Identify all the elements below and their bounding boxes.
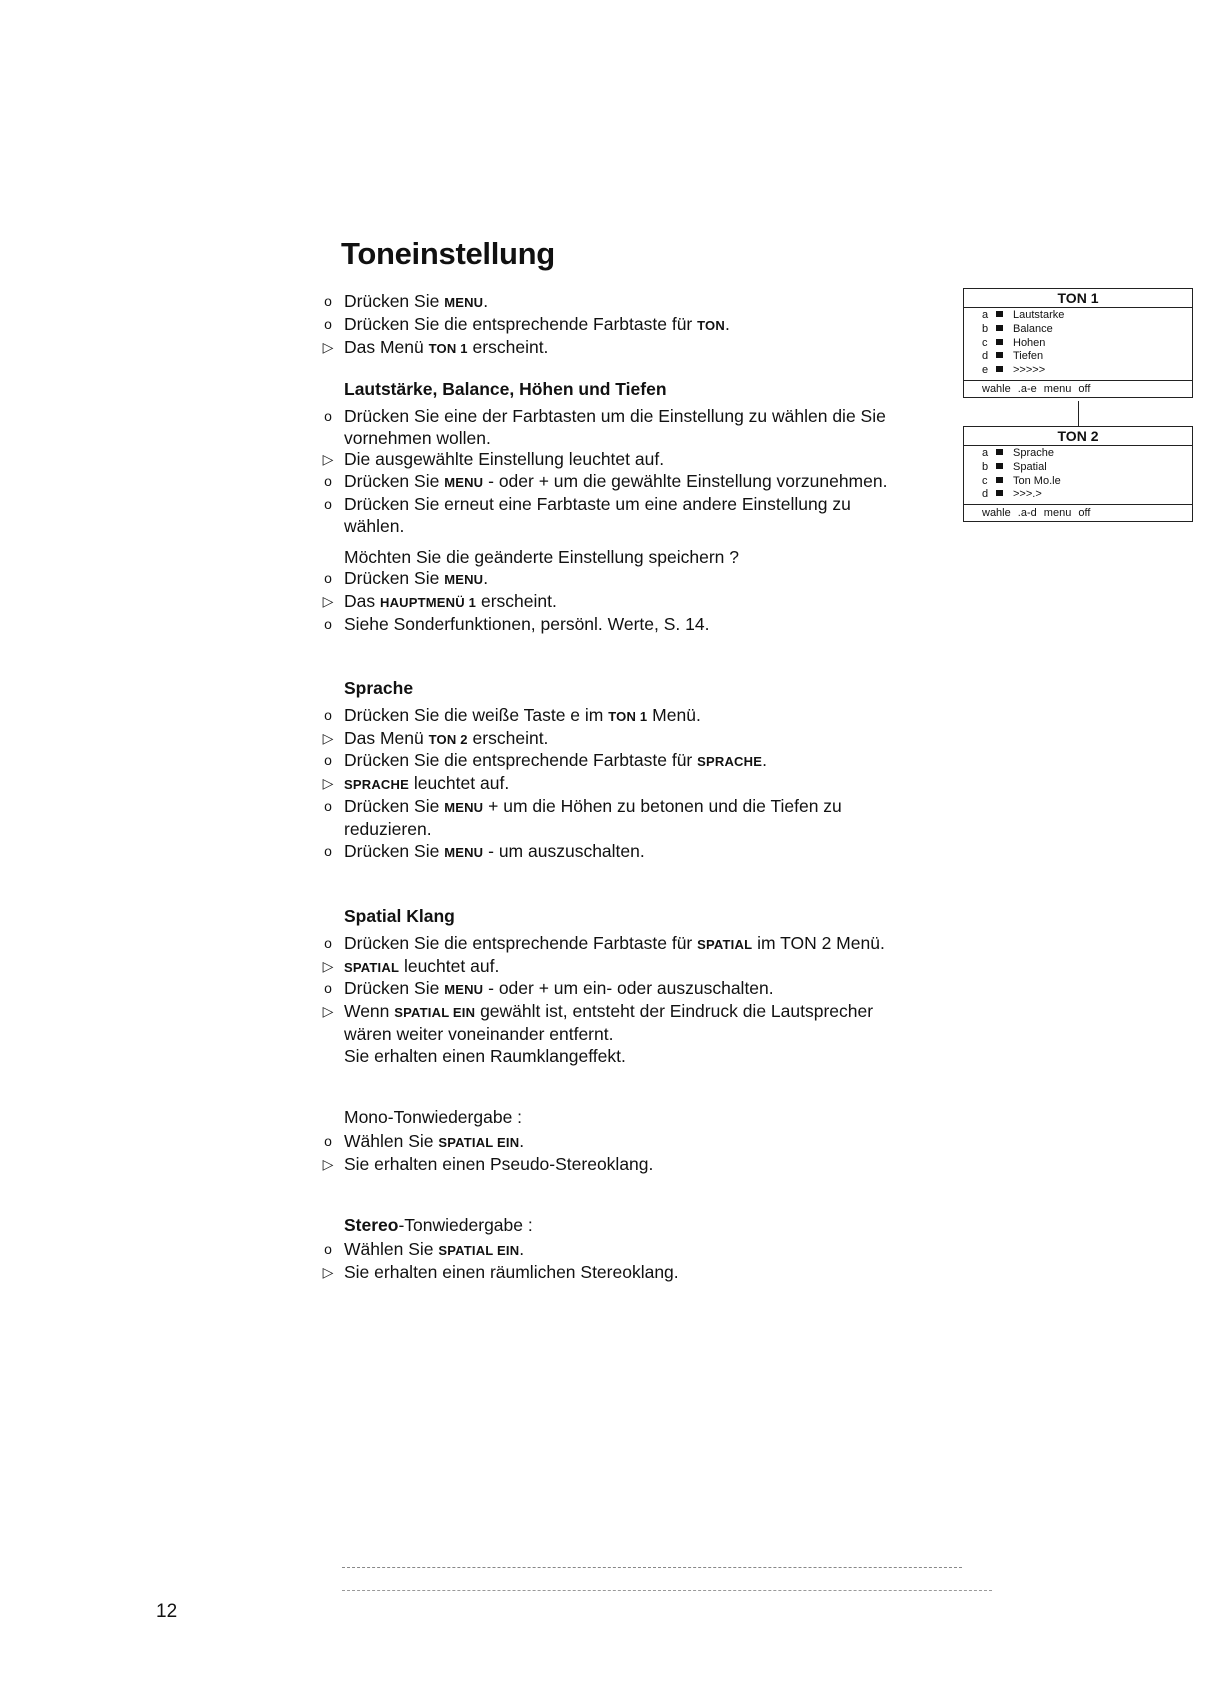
step-bullet-icon: o (324, 1132, 332, 1149)
menu-item-key: c (982, 474, 988, 487)
menu-item-label: Hohen (1013, 336, 1046, 349)
section-heading-volume: Lautstärke, Balance, Höhen und Tiefen (344, 379, 667, 399)
menu-item-key: d (982, 350, 989, 363)
line-text: leuchtet auf. (408, 773, 510, 794)
line-text: erscheint. (476, 591, 557, 612)
line-text: Drücken Sie die entsprechende Farbtaste für (344, 750, 698, 771)
result-line (318, 728, 958, 751)
line-text: Drücken Sie die entsprechende Farbtaste für (344, 313, 698, 334)
step-bullet-icon: o (324, 752, 332, 769)
line-text: Sie erhalten einen Pseudo-Stereoklang. (344, 1153, 654, 1174)
step-line (318, 471, 958, 494)
step-bullet-icon: o (324, 1240, 332, 1257)
color-square-icon (996, 325, 1003, 331)
menu-item-label: Balance (1013, 322, 1053, 335)
continuation-line (318, 1024, 958, 1046)
menu-ton1 (963, 288, 1193, 398)
menu-item-label: >>>>> (1013, 364, 1046, 377)
step-line (318, 614, 958, 636)
color-square-icon (996, 339, 1003, 345)
result-line (318, 1154, 958, 1176)
menu-item-key: b (982, 460, 989, 473)
menu-item (982, 350, 1192, 364)
result-arrow-icon: ▷ (322, 451, 334, 468)
menu-ton1-title: TON 1 (964, 289, 1192, 308)
continuation-line (318, 516, 958, 538)
color-square-icon (996, 352, 1003, 358)
color-square-icon (996, 449, 1003, 455)
step-line (318, 314, 958, 337)
menu-item (982, 309, 1192, 323)
result-arrow-icon: ▷ (322, 957, 334, 974)
color-square-icon (996, 477, 1003, 483)
menu-item (982, 323, 1192, 337)
line-text: Siehe Sonderfunktionen, persönl. Werte, S. 14. (344, 613, 710, 634)
step-line (318, 568, 958, 591)
line-text: . (519, 1130, 525, 1151)
line-text: reduzieren. (344, 818, 432, 839)
section-mono (318, 1107, 958, 1175)
line-text: Sie erhalten einen Raumklangeffekt. (344, 1045, 626, 1066)
line-text: Sie erhalten einen räumlichen Stereoklang. (344, 1261, 679, 1282)
line-text: Das Menü (344, 336, 429, 357)
menu-item (982, 364, 1192, 378)
menu-item (982, 447, 1192, 461)
step-line (318, 841, 958, 864)
line-text: Drücken Sie die entsprechende Farbtaste für (344, 932, 698, 953)
result-line (318, 956, 958, 979)
step-line (318, 1131, 958, 1154)
step-line (318, 933, 958, 956)
line-text: Drücken Sie (344, 471, 445, 492)
key-label: TON 1 (608, 708, 648, 724)
continuation-line (318, 428, 958, 450)
step-bullet-icon: o (324, 407, 332, 424)
continuation-line (318, 819, 958, 841)
step-bullet-icon: o (324, 934, 332, 951)
key-label: MENU (444, 799, 484, 815)
page-number: 12 (156, 1601, 178, 1622)
line-text: Wählen Sie (344, 1238, 439, 1259)
menu-item-key: a (982, 447, 989, 459)
line-text: Die ausgewählte Einstellung leuchtet auf. (344, 449, 665, 470)
menu-ton2-footer: wahle .a-d menu off (982, 507, 1091, 520)
step-bullet-icon: o (324, 495, 332, 512)
line-text: Das (344, 591, 380, 612)
step-bullet-icon: o (324, 706, 332, 723)
result-line (318, 337, 958, 360)
step-bullet-icon: o (324, 980, 332, 997)
key-label: MENU (444, 982, 484, 998)
line-text: erscheint. (467, 727, 549, 748)
line-text: - oder + um ein- oder auszuschalten. (483, 978, 774, 999)
section-heading-stereo: Stereo-Tonwiedergabe : (344, 1215, 533, 1235)
step-bullet-icon: o (324, 315, 332, 332)
menu-ton2-items (964, 446, 1192, 505)
section-heading-spatial: Spatial Klang (344, 906, 455, 926)
section-volume (318, 379, 958, 636)
key-label: HAUPTMENÜ 1 (379, 595, 477, 611)
line-text: Menü. (647, 704, 701, 725)
result-line (318, 449, 958, 471)
line-text: . (724, 313, 730, 334)
result-arrow-icon: ▷ (322, 593, 334, 610)
menu-connector (1078, 401, 1079, 426)
color-square-icon (996, 311, 1003, 317)
menu-item-key: e (982, 364, 989, 377)
line-text: wären weiter voneinander entfernt. (344, 1023, 614, 1044)
result-arrow-icon: ▷ (322, 1003, 334, 1020)
step-line (318, 494, 958, 516)
menu-item-key: c (982, 336, 988, 349)
line-text: Drücken Sie (344, 568, 445, 589)
menu-ton2-title: TON 2 (964, 427, 1192, 446)
line-text: erscheint. (467, 336, 549, 357)
key-label: TON 2 (428, 731, 468, 747)
step-bullet-icon: o (324, 615, 332, 632)
step-line (318, 750, 958, 773)
line-text: gewählt ist, entsteht der Eindruck die Lautsprecher (475, 1001, 874, 1022)
line-text: wählen. (344, 515, 405, 536)
spatial-steps (318, 933, 958, 1068)
line-text: Drücken Sie eine der Farbtasten um die Einstellung zu wählen die Sie (344, 405, 886, 426)
result-line (318, 1001, 958, 1024)
save-steps (318, 568, 958, 635)
step-bullet-icon: o (324, 473, 332, 490)
menu-ton1-footer: wahle .a-e menu off (982, 382, 1091, 395)
menu-item-label: Spatial (1013, 460, 1047, 473)
section-stereo (318, 1215, 958, 1283)
language-steps (318, 705, 958, 864)
key-label: TON 1 (428, 340, 468, 356)
line-text: . (762, 750, 767, 771)
line-text: Drücken Sie die weiße Taste e im (344, 704, 609, 725)
key-label: MENU (444, 572, 484, 588)
key-label: MENU (444, 475, 484, 491)
line-text: Wenn (344, 1001, 395, 1022)
menu-item-label: Ton Mo.le (1013, 474, 1061, 487)
key-label: SPRACHE (344, 777, 409, 793)
line-text: - um auszuschalten. (483, 840, 645, 861)
menu-item (982, 337, 1192, 351)
save-question: Möchten Sie die geänderte Einstellung speichern ? (344, 546, 739, 567)
stereo-steps (318, 1239, 958, 1284)
color-square-icon (996, 366, 1003, 372)
page-title: Toneinstellung (341, 236, 555, 271)
line-text: leuchtet auf. (399, 955, 500, 976)
result-arrow-icon: ▷ (322, 1155, 334, 1172)
key-label: SPATIAL EIN (438, 1134, 520, 1150)
menu-item-key: a (982, 309, 989, 321)
step-bullet-icon: o (324, 293, 332, 309)
line-text: im TON 2 Menü. (752, 932, 885, 953)
result-arrow-icon: ▷ (322, 1263, 334, 1280)
step-line (318, 291, 958, 314)
line-text: Drücken Sie (344, 291, 445, 311)
intro-steps (318, 291, 958, 359)
line-text: . (519, 1238, 525, 1259)
key-label: SPATIAL (697, 936, 753, 952)
line-text: + um die Höhen zu betonen und die Tiefen zu (483, 795, 842, 816)
result-arrow-icon: ▷ (322, 729, 334, 746)
result-arrow-icon: ▷ (322, 338, 334, 355)
menu-item-label: Tiefen (1013, 350, 1044, 363)
step-line (318, 705, 958, 728)
color-square-icon (996, 490, 1003, 496)
menu-ton1-items (964, 308, 1192, 381)
key-label: SPATIAL (344, 959, 400, 975)
menu-item-key: b (982, 322, 989, 335)
line-text: vornehmen wollen. (344, 427, 491, 448)
step-bullet-icon: o (324, 570, 332, 587)
step-line (318, 1239, 958, 1262)
key-label: MENU (444, 844, 484, 860)
menu-item (982, 475, 1192, 489)
section-heading-language: Sprache (344, 678, 414, 698)
menu-item-label: Lautstarke (1013, 309, 1065, 321)
footer-divider (342, 1567, 962, 1568)
key-label: TON (697, 317, 725, 333)
footer-divider-lower (342, 1590, 992, 1591)
key-label: SPATIAL EIN (394, 1005, 476, 1021)
section-heading-mono: Mono-Tonwiedergabe : (344, 1107, 523, 1127)
line-text: Drücken Sie erneut eine Farbtaste um eine andere Einstellung zu (344, 493, 851, 514)
menu-item-label: Sprache (1013, 447, 1054, 459)
line-text: Wählen Sie (344, 1130, 439, 1151)
key-label: SPRACHE (697, 754, 763, 770)
result-line (318, 591, 958, 614)
step-bullet-icon: o (324, 797, 332, 814)
step-bullet-icon: o (324, 842, 332, 859)
section-spatial (318, 906, 958, 1068)
menu-ton2 (963, 426, 1193, 522)
mono-steps (318, 1131, 958, 1176)
key-label: SPATIAL EIN (438, 1242, 520, 1258)
color-square-icon (996, 463, 1003, 469)
line-text: . (483, 291, 489, 311)
result-line (318, 1262, 958, 1284)
result-line (318, 773, 958, 796)
step-line (318, 406, 958, 428)
step-line (318, 978, 958, 1001)
line-text: Das Menü (344, 727, 429, 748)
section-language (318, 678, 958, 863)
continuation-line (318, 1046, 958, 1068)
line-text: Drücken Sie (344, 978, 445, 999)
line-text: - oder + um die gewählte Einstellung vorzunehmen. (483, 471, 888, 492)
menu-item-key: d (982, 488, 989, 501)
line-text: Drücken Sie (344, 840, 445, 861)
line-text: . (483, 568, 489, 589)
volume-steps (318, 406, 958, 538)
line-text: Drücken Sie (344, 795, 445, 816)
result-arrow-icon: ▷ (322, 775, 334, 792)
key-label: MENU (444, 295, 484, 310)
menu-item (982, 488, 1192, 502)
menu-item-label: >>>.> (1013, 488, 1042, 501)
menu-item (982, 461, 1192, 475)
step-line (318, 796, 958, 819)
